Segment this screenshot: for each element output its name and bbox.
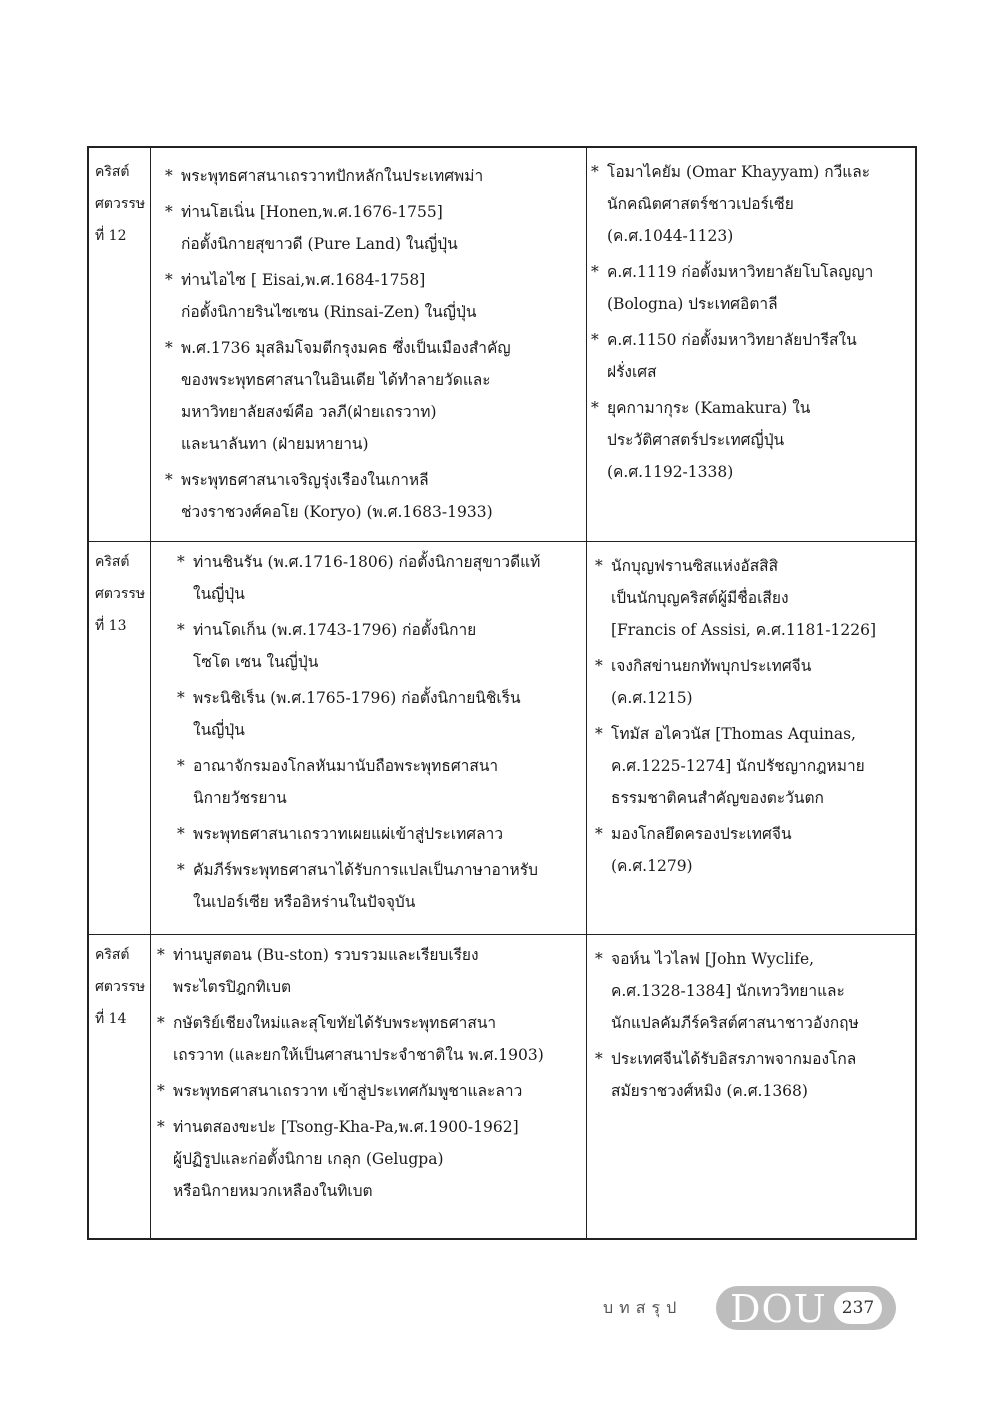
event-line: เถรวาท (และยกให้เป็นศาสนาประจำชาติใน พ.ศ.1903) (173, 1046, 544, 1064)
bullet-star: * (165, 339, 173, 357)
bullet-star: * (165, 271, 173, 289)
event-line: ค.ศ.1119 ก่อตั้งมหาวิทยาลัยโบโลญญา (607, 263, 874, 281)
event-line: ประเทศจีนได้รับอิสรภาพจากมองโกล (611, 1050, 857, 1068)
column-divider-world (586, 148, 587, 1238)
event-line: นักบุญฟรานซิสแห่งอัสสิสิ (611, 557, 779, 575)
event-item (157, 939, 582, 1003)
bullet-star: * (165, 167, 173, 185)
bullet-star: * (177, 553, 185, 571)
event-line: (ค.ศ.1044-1123) (607, 227, 734, 245)
event-line: สมัยราชวงศ์หมิง (ค.ศ.1368) (611, 1082, 808, 1100)
chapter-label: บทสรุป (603, 1298, 683, 1317)
event-item (595, 718, 913, 814)
era-line: ที่ 12 (95, 228, 127, 244)
event-line: (ค.ศ.1192-1338) (607, 463, 734, 481)
asia-events-13 (177, 546, 582, 922)
event-line: [Francis of Assisi, ค.ศ.1181-1226] (611, 621, 877, 639)
event-item (595, 1043, 913, 1107)
bullet-star: * (591, 331, 599, 349)
event-line: ท่านไอไซ [ Eisai,พ.ศ.1684-1758] (181, 271, 426, 289)
event-item (165, 160, 580, 192)
bullet-star: * (177, 621, 185, 639)
dou-logo-text: DOU (730, 1287, 827, 1331)
event-item (157, 1111, 582, 1207)
event-line: พระพุทธศาสนาเถรวาทปักหลักในประเทศพม่า (181, 167, 484, 185)
event-line: พระพุทธศาสนาเจริญรุ่งเรืองในเกาหลี (181, 471, 429, 489)
event-line: ท่านโฮเนิ่น [Honen,พ.ศ.1676-1755] (181, 203, 443, 221)
event-line: โซโต เซน ในญี่ปุ่น (193, 653, 319, 671)
event-item (595, 943, 913, 1039)
bullet-star: * (595, 725, 603, 743)
event-line: ก่อตั้งนิกายรินไซเซน (Rinsai-Zen) ในญี่ปุ่น (181, 303, 477, 321)
event-line: โอมาไคยัม (Omar Khayyam) กวีและ (607, 163, 871, 181)
event-line: หรือนิกายหมวกเหลืองในทิเบต (173, 1182, 373, 1200)
era-line: ที่ 13 (95, 618, 127, 634)
event-item (595, 818, 913, 882)
event-line: ท่านบูสตอน (Bu-ston) รวบรวมและเรียบเรียง (173, 946, 479, 964)
column-divider-era (150, 148, 151, 1238)
event-line: ค.ศ.1225-1274] นักปรัชญากฎหมาย (611, 757, 865, 775)
asia-events-12 (165, 160, 580, 532)
era-line: ศตวรรษ (95, 586, 146, 602)
event-line: นิกายวัชรยาน (193, 789, 287, 807)
era-line: คริสต์ (95, 947, 130, 963)
event-line: ฝรั่งเศส (607, 363, 657, 381)
bullet-star: * (177, 757, 185, 775)
event-line: ในญี่ปุ่น (193, 721, 245, 739)
row-divider-2 (89, 934, 915, 935)
era-line: คริสต์ (95, 554, 130, 570)
bullet-star: * (595, 825, 603, 843)
event-item (165, 196, 580, 260)
event-item (157, 1007, 582, 1071)
event-line: มองโกลยึดครองประเทศจีน (611, 825, 792, 843)
event-line: เป็นนักบุญคริสต์ผู้มีชื่อเสียง (611, 589, 789, 607)
bullet-star: * (595, 950, 603, 968)
event-line: ก่อตั้งนิกายสุขาวดี (Pure Land) ในญี่ปุ่น (181, 235, 458, 253)
event-line: พระนิชิเร็น (พ.ศ.1765-1796) ก่อตั้งนิกายนิชิเร็น (193, 689, 521, 707)
era-line: คริสต์ (95, 164, 130, 180)
event-line: โทมัส อไควนัส [Thomas Aquinas, (611, 725, 856, 743)
bullet-star: * (591, 163, 599, 181)
era-line: ศตวรรษ (95, 196, 146, 212)
page-number: 237 (841, 1298, 875, 1318)
bullet-star: * (595, 1050, 603, 1068)
event-item (177, 854, 582, 918)
event-line: นักแปลคัมภีร์คริสต์ศาสนาชาวอังกฤษ (611, 1014, 859, 1032)
bullet-star: * (157, 1014, 165, 1032)
event-line: (Bologna) ประเทศอิตาลี (607, 295, 778, 313)
event-item (177, 750, 582, 814)
timeline-table (87, 146, 917, 1240)
event-line: นักคณิตศาสตร์ชาวเปอร์เซีย (607, 195, 794, 213)
era-line: ที่ 14 (95, 1011, 127, 1027)
bullet-star: * (157, 946, 165, 964)
event-line: คัมภีร์พระพุทธศาสนาได้รับการแปลเป็นภาษาอาหรับ (193, 861, 538, 879)
event-line: อาณาจักรมองโกลหันมานับถือพระพุทธศาสนา (193, 757, 499, 775)
bullet-star: * (165, 203, 173, 221)
asia-events-14 (157, 939, 582, 1211)
event-item (177, 614, 582, 678)
event-item (165, 332, 580, 460)
world-events-13 (595, 550, 913, 886)
event-item (177, 682, 582, 746)
event-line: ท่านตสองขะปะ [Tsong-Kha-Pa,พ.ศ.1900-1962] (173, 1118, 519, 1136)
world-events-14 (595, 943, 913, 1111)
bullet-star: * (595, 657, 603, 675)
bullet-star: * (177, 861, 185, 879)
event-line: จอห์น ไวไลฟ [John Wyclife, (611, 950, 815, 968)
event-line: ธรรมชาติคนสำคัญของตะวันตก (611, 789, 824, 807)
era-cell-12 (89, 156, 150, 252)
event-line: และนาลันทา (ฝ่ายมหายาน) (181, 435, 369, 453)
event-line: ในญี่ปุ่น (193, 585, 245, 603)
event-line: ค.ศ.1328-1384] นักเทววิทยาและ (611, 982, 845, 1000)
row-divider-1 (89, 541, 915, 542)
event-line: (ค.ศ.1279) (611, 857, 693, 875)
world-events-12 (591, 156, 913, 492)
bullet-star: * (157, 1082, 165, 1100)
event-line: มหาวิทยาลัยสงฆ์คือ วลภี(ฝ่ายเถรวาท) (181, 403, 437, 421)
event-item (177, 546, 582, 610)
event-item (165, 464, 580, 528)
event-line: ยุคกามากุระ (Kamakura) ใน (607, 399, 811, 417)
event-line: ของพระพุทธศาสนาในอินเดีย ได้ทำลายวัดและ (181, 371, 491, 389)
bullet-star: * (177, 689, 185, 707)
event-item (595, 550, 913, 646)
event-line: ในเปอร์เซีย หรืออิหร่านในปัจจุบัน (193, 893, 416, 911)
event-item (591, 392, 913, 488)
event-line: พระพุทธศาสนาเถรวาทเผยแผ่เข้าสู่ประเทศลาว (193, 825, 504, 843)
era-line: ศตวรรษ (95, 979, 146, 995)
event-item (591, 324, 913, 388)
event-line: พระไตรปิฎกทิเบต (173, 978, 292, 996)
bullet-star: * (591, 399, 599, 417)
era-cell-13 (89, 546, 150, 642)
bullet-star: * (165, 471, 173, 489)
event-line: กษัตริย์เชียงใหม่และสุโขทัยได้รับพระพุทธศาสนา (173, 1014, 497, 1032)
bullet-star: * (591, 263, 599, 281)
event-line: ท่านโดเก็น (พ.ศ.1743-1796) ก่อตั้งนิกาย (193, 621, 477, 639)
event-line: ประวัติศาสตร์ประเทศญี่ปุ่น (607, 431, 785, 449)
event-item (177, 818, 582, 850)
event-line: พ.ศ.1736 มุสลิมโจมตีกรุงมคธ ซึ่งเป็นเมืองสำคัญ (181, 339, 511, 357)
event-item (157, 1075, 582, 1107)
event-line: เจงกิสข่านยกทัพบุกประเทศจีน (611, 657, 812, 675)
event-line: ค.ศ.1150 ก่อตั้งมหาวิทยาลัยปารีสใน (607, 331, 857, 349)
event-line: ผู้ปฏิรูปและก่อตั้งนิกาย เกลุก (Gelugpa) (173, 1150, 444, 1168)
event-line: ช่วงราชวงศ์คอโย (Koryo) (พ.ศ.1683-1933) (181, 503, 493, 521)
event-item (591, 256, 913, 320)
event-line: พระพุทธศาสนาเถรวาท เข้าสู่ประเทศกัมพูชาและลาว (173, 1082, 523, 1100)
event-line: ท่านชินรัน (พ.ศ.1716-1806) ก่อตั้งนิกายสุขาวดีแท้ (193, 553, 541, 571)
era-cell-14 (89, 939, 150, 1035)
event-item (165, 264, 580, 328)
event-item (591, 156, 913, 252)
bullet-star: * (157, 1118, 165, 1136)
bullet-star: * (595, 557, 603, 575)
event-item (595, 650, 913, 714)
event-line: (ค.ศ.1215) (611, 689, 693, 707)
bullet-star: * (177, 825, 185, 843)
